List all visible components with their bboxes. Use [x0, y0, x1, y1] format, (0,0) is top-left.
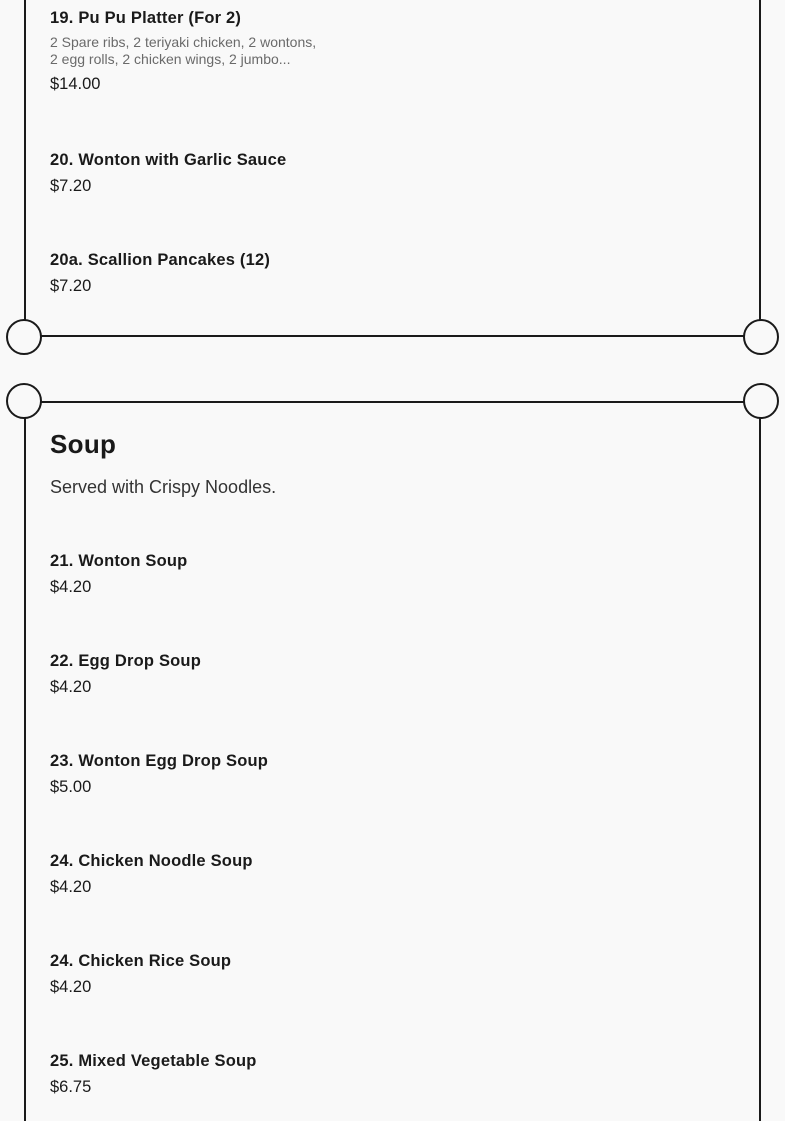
menu-item-price: $7.20	[50, 277, 92, 295]
menu-item-wonton-garlic-sauce[interactable]	[50, 150, 730, 196]
card-corner-notch	[6, 383, 42, 419]
menu-item-name: 24. Chicken Noodle Soup	[50, 852, 253, 870]
menu-item-chicken-rice-soup[interactable]	[50, 951, 730, 997]
menu-item-mixed-vegetable-soup[interactable]	[50, 1051, 730, 1097]
menu-item-wonton-egg-drop-soup[interactable]	[50, 751, 730, 797]
menu-item-name: 24. Chicken Rice Soup	[50, 952, 232, 970]
menu-item-name: 20a. Scallion Pancakes (12)	[50, 251, 271, 269]
card-corner-notch	[6, 319, 42, 355]
menu-item-wonton-soup[interactable]	[50, 551, 730, 597]
card-corner-notch	[743, 383, 779, 419]
menu-item-name: 22. Egg Drop Soup	[50, 652, 201, 670]
menu-item-price: $7.20	[50, 177, 92, 195]
menu-item-price: $4.20	[50, 578, 92, 596]
menu-item-price: $6.75	[50, 1078, 92, 1096]
soup-menu-card	[24, 401, 761, 1121]
description-line: 2 egg rolls, 2 chicken wings, 2 jumbo...	[50, 51, 291, 67]
section-title: Soup	[50, 429, 117, 459]
description-line: 2 Spare ribs, 2 teriyaki chicken, 2 wontons,	[50, 34, 317, 50]
menu-item-egg-drop-soup[interactable]	[50, 651, 730, 697]
menu-item-price: $5.00	[50, 778, 92, 796]
menu-item-name: 19. Pu Pu Platter (For 2)	[50, 9, 242, 27]
menu-item-price: $4.20	[50, 678, 92, 696]
menu-item-name: 20. Wonton with Garlic Sauce	[50, 151, 287, 169]
menu-item-name: 21. Wonton Soup	[50, 552, 188, 570]
section-subtitle: Served with Crispy Noodles.	[50, 477, 277, 497]
menu-item-price: $4.20	[50, 878, 92, 896]
menu-item-name: 23. Wonton Egg Drop Soup	[50, 752, 269, 770]
menu-item-price: $14.00	[50, 75, 101, 93]
menu-item-name: 25. Mixed Vegetable Soup	[50, 1052, 257, 1070]
card-corner-notch	[743, 319, 779, 355]
appetizer-menu-card	[24, 0, 761, 337]
menu-item-scallion-pancakes[interactable]	[50, 250, 730, 296]
menu-item-pu-pu-platter[interactable]	[50, 8, 730, 94]
menu-item-description	[50, 34, 350, 68]
menu-item-chicken-noodle-soup[interactable]	[50, 851, 730, 897]
menu-item-price: $4.20	[50, 978, 92, 996]
